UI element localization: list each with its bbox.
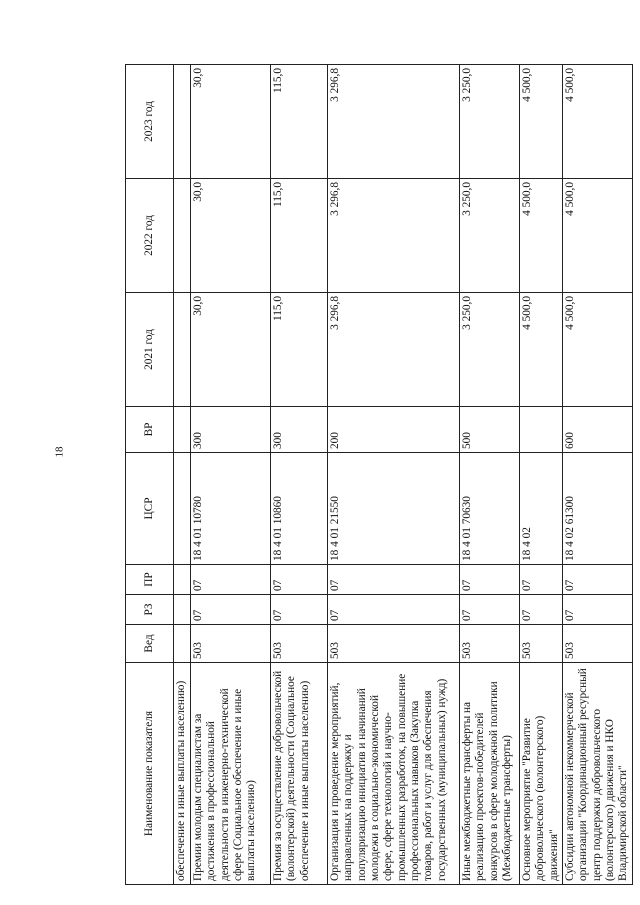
cell-rz: 07 [520, 595, 563, 625]
cell-y2021: 30,0 [191, 293, 271, 407]
table-row [328, 65, 460, 885]
cell-pr: 07 [191, 565, 271, 595]
cell-y2022: 4 500,0 [520, 179, 563, 293]
cell-ved: 503 [460, 625, 520, 663]
cell-rz: 07 [562, 595, 632, 625]
cell-name: Иные межбюджетные трансферты на реализацию проектов-победителей конкурсов в сфере молодежной политики (Межбюджетные трансферты) [460, 663, 520, 885]
cell-rz: 07 [460, 595, 520, 625]
cell-name: Премия за осуществление добровольческой (волонтерской) деятельности (Социальное обеспечение и иные выплаты населению) [271, 663, 328, 885]
cell-name: Организация и проведение мероприятий, направленных на поддержку и популяризацию инициатив и начинаний молодежи в социально-экономической сфере, сфере технологий и научно-промышленных разработок, на повышение профессиональных навыков (Закупка товаров, работ и услуг для обеспечения государственных (муниципальных) нужд) [328, 663, 460, 885]
cell-y2023: 115,0 [271, 65, 328, 179]
continuation-text: обеспечение и иные выплаты населению) [174, 663, 191, 885]
cell-y2022: 4 500,0 [562, 179, 632, 293]
budget-table-rotated [125, 65, 630, 885]
cell-y2021: 4 500,0 [562, 293, 632, 407]
cell-pr: 07 [562, 565, 632, 595]
cell-y2021: 115,0 [271, 293, 328, 407]
cell-ved: 503 [328, 625, 460, 663]
header-csr: ЦСР [126, 453, 174, 565]
header-row [126, 65, 174, 885]
cell-csr: 18 4 01 21550 [328, 453, 460, 565]
cell-y2021: 3 296,8 [328, 293, 460, 407]
cell-y2022: 3 296,8 [328, 179, 460, 293]
cell-y2023: 3 250,0 [460, 65, 520, 179]
cell-csr: 18 4 02 61300 [562, 453, 632, 565]
cell-rz: 07 [271, 595, 328, 625]
cell-ved: 503 [191, 625, 271, 663]
cell-csr: 18 4 01 10780 [191, 453, 271, 565]
cell-name: Премии молодым специалистам за достижения в профессиональной деятельности в инженерно-технической сфере (Социальное обеспечение и иные выплаты населению) [191, 663, 271, 885]
cell-rz: 07 [328, 595, 460, 625]
cell-pr: 07 [328, 565, 460, 595]
cell-y2022: 30,0 [191, 179, 271, 293]
header-vr: ВР [126, 407, 174, 453]
cell-y2022: 3 250,0 [460, 179, 520, 293]
cell-y2021: 3 250,0 [460, 293, 520, 407]
page-number: 18 [53, 446, 66, 458]
cell-vr: 500 [460, 407, 520, 453]
table-row [191, 65, 271, 885]
cell-y2021: 4 500,0 [520, 293, 563, 407]
cell-vr: 300 [191, 407, 271, 453]
cell-vr: 200 [328, 407, 460, 453]
cell-pr: 07 [271, 565, 328, 595]
cell-y2023: 4 500,0 [520, 65, 563, 179]
table-row [520, 65, 563, 885]
cell-csr: 18 4 02 [520, 453, 563, 565]
cell-vr [520, 407, 563, 453]
header-ved: Вед [126, 625, 174, 663]
budget-table [125, 64, 633, 885]
cell-ved: 503 [520, 625, 563, 663]
cell-pr: 07 [460, 565, 520, 595]
cell-pr: 07 [520, 565, 563, 595]
cell-csr: 18 4 01 70630 [460, 453, 520, 565]
header-name: Наименование показателя [126, 663, 174, 885]
header-pr: ПР [126, 565, 174, 595]
header-2021: 2021 год [126, 293, 174, 407]
cell-ved: 503 [271, 625, 328, 663]
cell-name: Субсидии автономной некоммерческой организации "Координационный ресурсный центр поддержки добровольческого (волонтерского) движения и НКО Владимирской области" [562, 663, 632, 885]
cell-csr: 18 4 01 10860 [271, 453, 328, 565]
table-body [191, 65, 633, 885]
header-rz: РЗ [126, 595, 174, 625]
cell-y2023: 3 296,8 [328, 65, 460, 179]
cell-name: Основное мероприятие "Развитие добровольческого (волонтерского) движения" [520, 663, 563, 885]
cell-y2023: 4 500,0 [562, 65, 632, 179]
table-row [460, 65, 520, 885]
cell-vr: 600 [562, 407, 632, 453]
continuation-row [174, 65, 191, 885]
table-row [562, 65, 632, 885]
table-row [271, 65, 328, 885]
header-2022: 2022 год [126, 179, 174, 293]
cell-rz: 07 [191, 595, 271, 625]
cell-vr: 300 [271, 407, 328, 453]
header-2023: 2023 год [126, 65, 174, 179]
cell-y2022: 115,0 [271, 179, 328, 293]
cell-ved: 503 [562, 625, 632, 663]
cell-y2023: 30,0 [191, 65, 271, 179]
